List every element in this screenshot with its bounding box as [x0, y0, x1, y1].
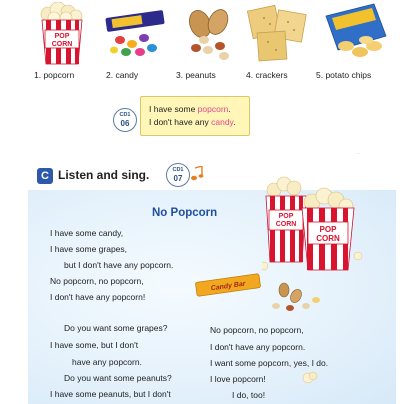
popcorn-piece-icon	[300, 368, 320, 388]
song-line-right-4: I love popcorn!	[210, 374, 266, 384]
song-line-right-3: I want some popcorn, yes, I do.	[210, 358, 329, 368]
popcorn-piece-picture	[300, 368, 320, 393]
peanuts-picture	[174, 2, 246, 66]
song-line-left-8: have any popcorn.	[72, 357, 142, 367]
snack-caption-potato-chips: 5. potato chips	[316, 70, 372, 80]
cd-track-badge	[113, 108, 137, 132]
cd-badge-track: 06	[120, 118, 130, 128]
song-line-right-1: No popcorn, no popcorn,	[210, 325, 304, 335]
cd-badge-2-label: CD1	[172, 167, 184, 173]
potato-chips-picture	[316, 2, 396, 66]
popcorn-box-3-text-corn: CORN	[316, 234, 340, 243]
music-note-icon	[190, 166, 204, 187]
candy-bar-picture	[192, 270, 332, 323]
song-title: No Popcorn	[152, 207, 218, 219]
example-sentence-box	[140, 96, 250, 136]
popcorn-box-3-text-pop: POP	[319, 225, 337, 234]
candy-bar-label: Candy Bar	[210, 280, 247, 293]
song-line-right-5: I do, too!	[232, 390, 266, 400]
song-line-left-7: I have some, but I don't	[50, 340, 139, 350]
cd-badge-label: CD1	[119, 112, 131, 118]
song-line-left-4: No popcorn, no popcorn,	[50, 276, 144, 286]
highlight-popcorn: popcorn	[197, 104, 229, 114]
popcorn-box-text-pop: POP	[54, 33, 70, 40]
popcorn-box-2-text-corn: CORN	[275, 221, 297, 228]
song-line-left-2: I have some grapes,	[50, 244, 128, 254]
candy-bar-icon	[195, 274, 320, 311]
popcorn-picture	[28, 2, 100, 66]
song-line-left-3: but I don't have any popcorn.	[64, 260, 174, 270]
candy-picture	[102, 2, 174, 66]
song-line-left-10: I have some peanuts, but I don't	[50, 389, 171, 399]
cd-track-badge-2	[166, 163, 190, 187]
page-edge-text: ...	[355, 150, 361, 156]
song-line-left-9: Do you want some peanuts?	[64, 373, 172, 383]
song-line-left-1: I have some candy,	[50, 228, 124, 238]
snack-caption-candy: 2. candy	[106, 70, 139, 80]
popcorn-box-2-text-pop: POP	[278, 213, 294, 220]
snack-caption-popcorn: 1. popcorn	[34, 70, 75, 80]
peanuts-icon	[186, 6, 232, 60]
section-title: Listen and sing.	[58, 168, 150, 182]
crackers-icon	[247, 5, 306, 61]
candy-icon	[105, 10, 164, 56]
snack-caption-crackers: 4. crackers	[246, 70, 288, 80]
section-letter: C	[37, 168, 53, 184]
song-line-left-5: I don't have any popcorn!	[50, 292, 146, 302]
example-line-1: I have some popcorn.	[149, 104, 231, 114]
potato-chips-icon	[326, 4, 386, 57]
popcorn-boxes-picture	[262, 176, 362, 277]
snack-caption-peanuts: 3. peanuts	[176, 70, 216, 80]
highlight-candy: candy	[211, 117, 234, 127]
song-line-left-6: Do you want some grapes?	[64, 323, 168, 333]
popcorn-box-text-corn: CORN	[51, 41, 73, 48]
crackers-picture	[244, 2, 316, 66]
example-line-2: I don't have any candy.	[149, 117, 236, 127]
song-line-right-2: I don't have any popcorn.	[210, 342, 306, 352]
cd-badge-2-track: 07	[173, 173, 183, 183]
